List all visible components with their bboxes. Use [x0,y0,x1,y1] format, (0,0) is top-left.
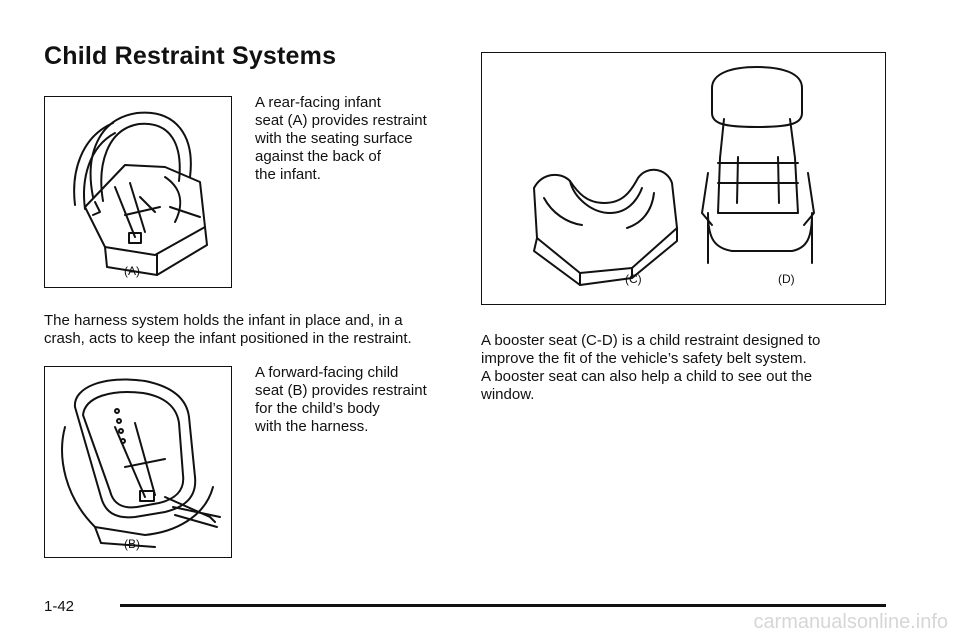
figure-b-child-seat [44,366,232,558]
booster-seat-text: A booster seat (C-D) is a child restraint designed to improve the fit of the vehicle’s safety belt system. A booster seat can also help a child to see out the window. [481,332,821,403]
figure-a-label: (A) [124,264,140,278]
child-seat-illustration [45,367,230,556]
harness-system-text: The harness system holds the infant in place and, in a crash, acts to keep the infant positioned in the restraint. [44,312,412,347]
page-title: Child Restraint Systems [44,42,337,70]
figure-cd-booster-seats [481,52,886,305]
watermark: carmanualsonline.info [753,611,948,633]
figure-b-label: (B) [124,537,140,551]
booster-seats-illustration [482,53,884,303]
footer-rule [120,604,886,607]
figure-c-label: (C) [625,272,642,286]
infant-seat-illustration [45,97,230,286]
forward-facing-seat-text: A forward-facing child seat (B) provides restraint for the child’s body with the harness. [255,364,427,435]
figure-a-infant-seat [44,96,232,288]
rear-facing-seat-text: A rear-facing infant seat (A) provides restraint with the seating surface against the back of the infant. [255,94,427,183]
page-number: 1-42 [44,598,75,615]
figure-d-label: (D) [778,272,795,286]
